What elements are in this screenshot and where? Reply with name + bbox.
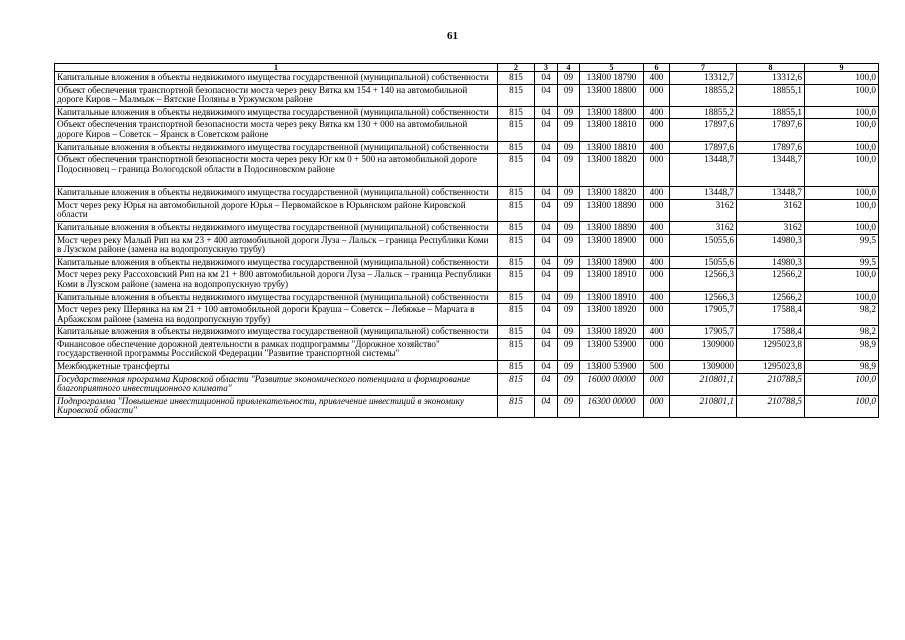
razdel-cell: 04 bbox=[535, 141, 558, 154]
podrazdel-cell: 09 bbox=[558, 199, 580, 221]
percent-cell: 100,0 bbox=[805, 395, 879, 417]
razdel-cell: 04 bbox=[535, 221, 558, 234]
col-header: 3 bbox=[535, 64, 558, 72]
actual-amount-cell: 3162 bbox=[737, 221, 805, 234]
actual-amount-cell: 1295023,8 bbox=[737, 338, 805, 360]
expense-type-cell: 000 bbox=[644, 338, 670, 360]
table-row bbox=[55, 256, 879, 269]
razdel-cell: 04 bbox=[535, 154, 558, 187]
actual-amount-cell: 12566,2 bbox=[737, 269, 805, 291]
table-body bbox=[55, 72, 879, 418]
table-row bbox=[55, 72, 879, 85]
expense-type-cell: 000 bbox=[644, 304, 670, 326]
percent-cell: 100,0 bbox=[805, 291, 879, 304]
table-row bbox=[55, 84, 879, 106]
plan-amount-cell: 13448,7 bbox=[670, 187, 737, 200]
glava-cell: 815 bbox=[498, 72, 535, 85]
target-article-cell: 13Я00 18790 bbox=[580, 72, 644, 85]
podrazdel-cell: 09 bbox=[558, 84, 580, 106]
percent-cell: 100,0 bbox=[805, 141, 879, 154]
table-row bbox=[55, 119, 879, 141]
target-article-cell: 13Я00 18890 bbox=[580, 199, 644, 221]
percent-cell: 98,2 bbox=[805, 304, 879, 326]
row-name-cell: Капитальные вложения в объекты недвижимого имущества государственной (муниципальной) собственности bbox=[55, 72, 498, 85]
podrazdel-cell: 09 bbox=[558, 304, 580, 326]
podrazdel-cell: 09 bbox=[558, 256, 580, 269]
razdel-cell: 04 bbox=[535, 269, 558, 291]
row-name-cell: Капитальные вложения в объекты недвижимого имущества государственной (муниципальной) собственности bbox=[55, 141, 498, 154]
plan-amount-cell: 17905,7 bbox=[670, 304, 737, 326]
target-article-cell: 13Я00 18910 bbox=[580, 291, 644, 304]
percent-cell: 99,5 bbox=[805, 234, 879, 256]
actual-amount-cell: 13448,7 bbox=[737, 187, 805, 200]
percent-cell: 98,9 bbox=[805, 338, 879, 360]
actual-amount-cell: 14980,3 bbox=[737, 256, 805, 269]
row-name-cell: Капитальные вложения в объекты недвижимого имущества государственной (муниципальной) собственности bbox=[55, 256, 498, 269]
col-header: 7 bbox=[670, 64, 737, 72]
table-row bbox=[55, 395, 879, 417]
row-name-cell: Капитальные вложения в объекты недвижимого имущества государственной (муниципальной) собственности bbox=[55, 187, 498, 200]
plan-amount-cell: 18855,2 bbox=[670, 84, 737, 106]
actual-amount-cell: 210788,5 bbox=[737, 373, 805, 395]
table-row bbox=[55, 304, 879, 326]
target-article-cell: 16300 00000 bbox=[580, 395, 644, 417]
plan-amount-cell: 210801,1 bbox=[670, 373, 737, 395]
plan-amount-cell: 1309000 bbox=[670, 361, 737, 374]
razdel-cell: 04 bbox=[535, 199, 558, 221]
page-number: 61 bbox=[447, 30, 458, 42]
glava-cell: 815 bbox=[498, 269, 535, 291]
expense-type-cell: 000 bbox=[644, 119, 670, 141]
glava-cell: 815 bbox=[498, 154, 535, 187]
podrazdel-cell: 09 bbox=[558, 234, 580, 256]
percent-cell: 100,0 bbox=[805, 119, 879, 141]
row-name-cell: Объект обеспечения транспортной безопасности моста через реку Вятка км 154 + 140 на автомобильной дороге Киров – Малмыж – Вятские Поляны в Уржумском районе bbox=[55, 84, 498, 106]
target-article-cell: 13Я00 18810 bbox=[580, 119, 644, 141]
target-article-cell: 13Я00 18900 bbox=[580, 234, 644, 256]
glava-cell: 815 bbox=[498, 326, 535, 339]
expense-type-cell: 000 bbox=[644, 199, 670, 221]
target-article-cell: 13Я00 53900 bbox=[580, 361, 644, 374]
col-header: 4 bbox=[558, 64, 580, 72]
glava-cell: 815 bbox=[498, 119, 535, 141]
glava-cell: 815 bbox=[498, 141, 535, 154]
row-name-cell: Мост через реку Рассохoвский Рип на км 21 + 800 автомобильной дороги Луза – Лальск – граница Республики Коми в Лузском районе (замена на водопропускную трубу) bbox=[55, 269, 498, 291]
expense-type-cell: 400 bbox=[644, 256, 670, 269]
table-row bbox=[55, 361, 879, 374]
col-header: 8 bbox=[737, 64, 805, 72]
glava-cell: 815 bbox=[498, 84, 535, 106]
target-article-cell: 13Я00 53900 bbox=[580, 338, 644, 360]
plan-amount-cell: 3162 bbox=[670, 221, 737, 234]
plan-amount-cell: 13312,7 bbox=[670, 72, 737, 85]
actual-amount-cell: 13312,6 bbox=[737, 72, 805, 85]
plan-amount-cell: 18855,2 bbox=[670, 106, 737, 119]
row-name-cell: Объект обеспечения транспортной безопасности моста через реку Вятка км 130 + 000 на автомобильной дороге Киров – Советск – Яранск в Советском районе bbox=[55, 119, 498, 141]
table-row bbox=[55, 106, 879, 119]
plan-amount-cell: 12566,3 bbox=[670, 269, 737, 291]
plan-amount-cell: 1309000 bbox=[670, 338, 737, 360]
table-row bbox=[55, 326, 879, 339]
row-name-cell: Финансовое обеспечение дорожной деятельности в рамках подпрограммы "Дорожное хозяйство" государственной программы Российской Федерации "Развитие транспортной системы" bbox=[55, 338, 498, 360]
podrazdel-cell: 09 bbox=[558, 373, 580, 395]
budget-table bbox=[54, 63, 879, 418]
col-header: 5 bbox=[580, 64, 644, 72]
expense-type-cell: 400 bbox=[644, 72, 670, 85]
row-name-cell: Межбюджетные трансферты bbox=[55, 361, 498, 374]
razdel-cell: 04 bbox=[535, 119, 558, 141]
podrazdel-cell: 09 bbox=[558, 221, 580, 234]
plan-amount-cell: 3162 bbox=[670, 199, 737, 221]
actual-amount-cell: 3162 bbox=[737, 199, 805, 221]
table-row bbox=[55, 221, 879, 234]
col-header: 2 bbox=[498, 64, 535, 72]
razdel-cell: 04 bbox=[535, 304, 558, 326]
glava-cell: 815 bbox=[498, 361, 535, 374]
row-name-cell: Подпрограмма "Повышение инвестиционной привлекательности, привлечение инвестиций в экономику Кировской области" bbox=[55, 395, 498, 417]
table-row bbox=[55, 269, 879, 291]
table-row bbox=[55, 234, 879, 256]
expense-type-cell: 400 bbox=[644, 106, 670, 119]
razdel-cell: 04 bbox=[535, 361, 558, 374]
actual-amount-cell: 17897,6 bbox=[737, 141, 805, 154]
glava-cell: 815 bbox=[498, 338, 535, 360]
target-article-cell: 13Я00 18820 bbox=[580, 187, 644, 200]
table-row bbox=[55, 141, 879, 154]
actual-amount-cell: 17897,6 bbox=[737, 119, 805, 141]
row-name-cell: Мост через реку Юрья на автомобильной дороге Юрья – Первомайское в Юрьянском районе Кировской области bbox=[55, 199, 498, 221]
expense-type-cell: 500 bbox=[644, 361, 670, 374]
col-header: 6 bbox=[644, 64, 670, 72]
glava-cell: 815 bbox=[498, 373, 535, 395]
percent-cell: 100,0 bbox=[805, 187, 879, 200]
row-name-cell: Капитальные вложения в объекты недвижимого имущества государственной (муниципальной) собственности bbox=[55, 106, 498, 119]
podrazdel-cell: 09 bbox=[558, 269, 580, 291]
podrazdel-cell: 09 bbox=[558, 119, 580, 141]
actual-amount-cell: 1295023,8 bbox=[737, 361, 805, 374]
expense-type-cell: 400 bbox=[644, 326, 670, 339]
expense-type-cell: 000 bbox=[644, 269, 670, 291]
target-article-cell: 13Я00 18800 bbox=[580, 84, 644, 106]
razdel-cell: 04 bbox=[535, 256, 558, 269]
plan-amount-cell: 210801,1 bbox=[670, 395, 737, 417]
percent-cell: 100,0 bbox=[805, 72, 879, 85]
razdel-cell: 04 bbox=[535, 84, 558, 106]
podrazdel-cell: 09 bbox=[558, 395, 580, 417]
glava-cell: 815 bbox=[498, 234, 535, 256]
target-article-cell: 13Я00 18910 bbox=[580, 269, 644, 291]
podrazdel-cell: 09 bbox=[558, 141, 580, 154]
razdel-cell: 04 bbox=[535, 326, 558, 339]
header-row bbox=[55, 64, 879, 72]
actual-amount-cell: 17588,4 bbox=[737, 326, 805, 339]
row-name-cell: Капитальные вложения в объекты недвижимого имущества государственной (муниципальной) собственности bbox=[55, 326, 498, 339]
glava-cell: 815 bbox=[498, 187, 535, 200]
target-article-cell: 13Я00 18900 bbox=[580, 256, 644, 269]
podrazdel-cell: 09 bbox=[558, 361, 580, 374]
glava-cell: 815 bbox=[498, 395, 535, 417]
razdel-cell: 04 bbox=[535, 373, 558, 395]
expense-type-cell: 400 bbox=[644, 187, 670, 200]
percent-cell: 100,0 bbox=[805, 221, 879, 234]
razdel-cell: 04 bbox=[535, 106, 558, 119]
col-header: 1 bbox=[55, 64, 498, 72]
podrazdel-cell: 09 bbox=[558, 106, 580, 119]
percent-cell: 100,0 bbox=[805, 84, 879, 106]
plan-amount-cell: 17905,7 bbox=[670, 326, 737, 339]
target-article-cell: 13Я00 18920 bbox=[580, 326, 644, 339]
target-article-cell: 13Я00 18920 bbox=[580, 304, 644, 326]
glava-cell: 815 bbox=[498, 106, 535, 119]
glava-cell: 815 bbox=[498, 221, 535, 234]
percent-cell: 100,0 bbox=[805, 199, 879, 221]
podrazdel-cell: 09 bbox=[558, 326, 580, 339]
target-article-cell: 13Я00 18800 bbox=[580, 106, 644, 119]
table-row bbox=[55, 187, 879, 200]
percent-cell: 99,5 bbox=[805, 256, 879, 269]
row-name-cell: Государственная программа Кировской области "Развитие экономического потенциала и формирование благоприятного инвестиционного климата" bbox=[55, 373, 498, 395]
actual-amount-cell: 210788,5 bbox=[737, 395, 805, 417]
plan-amount-cell: 15055,6 bbox=[670, 256, 737, 269]
expense-type-cell: 400 bbox=[644, 291, 670, 304]
target-article-cell: 13Я00 18820 bbox=[580, 154, 644, 187]
actual-amount-cell: 12566,2 bbox=[737, 291, 805, 304]
actual-amount-cell: 17588,4 bbox=[737, 304, 805, 326]
glava-cell: 815 bbox=[498, 291, 535, 304]
actual-amount-cell: 13448,7 bbox=[737, 154, 805, 187]
podrazdel-cell: 09 bbox=[558, 187, 580, 200]
col-header: 9 bbox=[805, 64, 879, 72]
row-name-cell: Капитальные вложения в объекты недвижимого имущества государственной (муниципальной) собственности bbox=[55, 221, 498, 234]
row-name-cell: Капитальные вложения в объекты недвижимого имущества государственной (муниципальной) собственности bbox=[55, 291, 498, 304]
percent-cell: 100,0 bbox=[805, 106, 879, 119]
razdel-cell: 04 bbox=[535, 187, 558, 200]
table-row bbox=[55, 338, 879, 360]
glava-cell: 815 bbox=[498, 304, 535, 326]
plan-amount-cell: 12566,3 bbox=[670, 291, 737, 304]
plan-amount-cell: 17897,6 bbox=[670, 141, 737, 154]
target-article-cell: 13Я00 18890 bbox=[580, 221, 644, 234]
glava-cell: 815 bbox=[498, 256, 535, 269]
razdel-cell: 04 bbox=[535, 72, 558, 85]
table-row bbox=[55, 154, 879, 187]
percent-cell: 100,0 bbox=[805, 373, 879, 395]
podrazdel-cell: 09 bbox=[558, 338, 580, 360]
plan-amount-cell: 15055,6 bbox=[670, 234, 737, 256]
razdel-cell: 04 bbox=[535, 338, 558, 360]
table-row bbox=[55, 373, 879, 395]
percent-cell: 100,0 bbox=[805, 154, 879, 187]
podrazdel-cell: 09 bbox=[558, 72, 580, 85]
podrazdel-cell: 09 bbox=[558, 154, 580, 187]
actual-amount-cell: 18855,1 bbox=[737, 106, 805, 119]
expense-type-cell: 400 bbox=[644, 141, 670, 154]
target-article-cell: 13Я00 18810 bbox=[580, 141, 644, 154]
glava-cell: 815 bbox=[498, 199, 535, 221]
expense-type-cell: 000 bbox=[644, 84, 670, 106]
expense-type-cell: 000 bbox=[644, 395, 670, 417]
actual-amount-cell: 14980,3 bbox=[737, 234, 805, 256]
row-name-cell: Мост через реку Малый Рип на км 23 + 400 автомобильной дороги Луза – Лальск – граница Республики Коми в Лузском районе (замена на водопропускную трубу) bbox=[55, 234, 498, 256]
row-name-cell: Мост через реку Шерянка на км 21 + 100 автомобильной дороги Крауша – Советск – Лебяжье – Марчата в Арбажском районе (замена на водопропускную трубу) bbox=[55, 304, 498, 326]
razdel-cell: 04 bbox=[535, 395, 558, 417]
actual-amount-cell: 18855,1 bbox=[737, 84, 805, 106]
plan-amount-cell: 13448,7 bbox=[670, 154, 737, 187]
table-row bbox=[55, 291, 879, 304]
razdel-cell: 04 bbox=[535, 234, 558, 256]
expense-type-cell: 400 bbox=[644, 221, 670, 234]
percent-cell: 98,2 bbox=[805, 326, 879, 339]
plan-amount-cell: 17897,6 bbox=[670, 119, 737, 141]
expense-type-cell: 000 bbox=[644, 234, 670, 256]
percent-cell: 100,0 bbox=[805, 269, 879, 291]
expense-type-cell: 000 bbox=[644, 373, 670, 395]
expense-type-cell: 000 bbox=[644, 154, 670, 187]
target-article-cell: 16000 00000 bbox=[580, 373, 644, 395]
razdel-cell: 04 bbox=[535, 291, 558, 304]
podrazdel-cell: 09 bbox=[558, 291, 580, 304]
row-name-cell: Объект обеспечения транспортной безопасности моста через реку Юг км 0 + 500 на автомобильной дороге Подосиновец – граница Вологодской области в Подосиновском районе bbox=[55, 154, 498, 187]
table-row bbox=[55, 199, 879, 221]
percent-cell: 98,9 bbox=[805, 361, 879, 374]
